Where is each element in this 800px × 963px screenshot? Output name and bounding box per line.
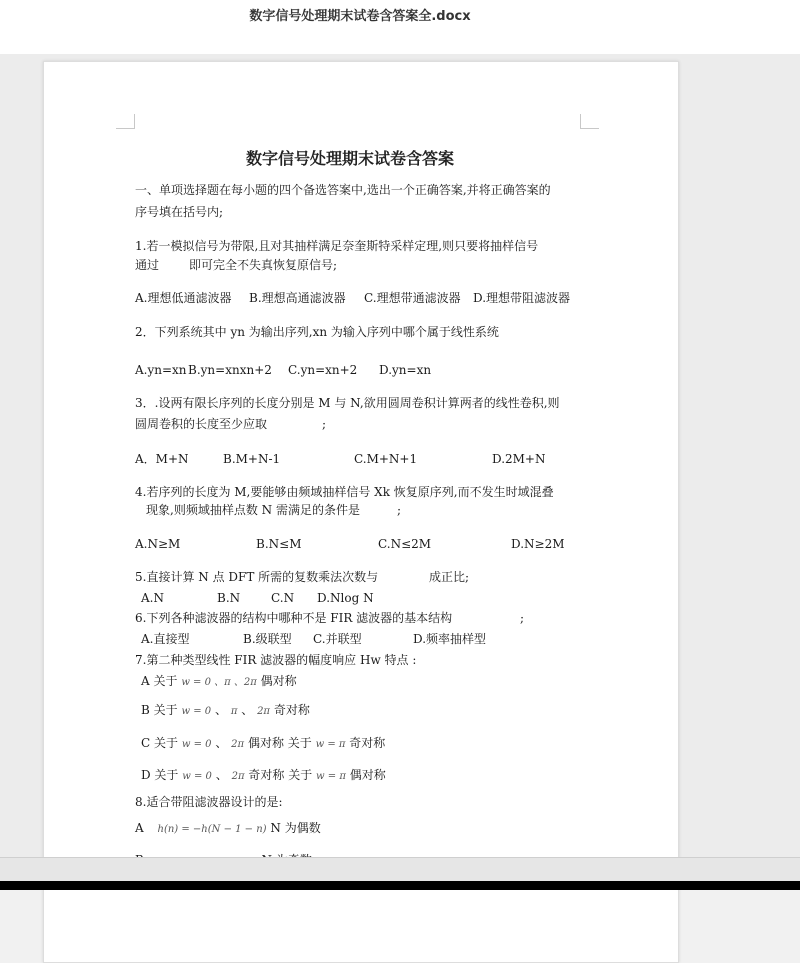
q7-c-formula-2: 2π xyxy=(231,739,245,750)
q6-option-c: C.并联型 xyxy=(313,632,362,646)
q7-d-prefix: D 关于 xyxy=(141,768,179,782)
screen-bottom-edge xyxy=(0,881,800,890)
document-heading: 数字信号处理期末试卷含答案 xyxy=(246,149,455,168)
q7-c-formula-1: w = 0 xyxy=(181,739,212,750)
q2-option-c: C.yn=xn+2 xyxy=(288,363,358,377)
q3-stem-line2a: 圆周卷积的长度至少应取 xyxy=(135,417,268,431)
q4-option-a: A.N≥M xyxy=(135,537,181,551)
q1-option-c: C.理想带通滤波器 xyxy=(364,291,461,305)
q1-option-d: D.理想带阻滤波器 xyxy=(473,291,571,305)
q2-option-b: B.yn=xnxn+2 xyxy=(188,363,272,377)
q7-c-suffix: 奇对称 xyxy=(349,736,386,750)
q3-stem-line1: 3．.设两有限长序列的长度分别是 M 与 N,欲用圆周卷积计算两者的线性卷积,则 xyxy=(135,396,560,410)
q7-option-a xyxy=(141,673,297,691)
q7-d-sep-1: 、 xyxy=(215,768,228,782)
q7-d-mid-text: 奇对称 关于 xyxy=(248,768,313,782)
q4-option-d: D.N≥2M xyxy=(511,537,565,551)
q5-stem-b: 成正比; xyxy=(429,570,470,584)
q7-d-suffix: 偶对称 xyxy=(349,768,386,782)
section-instruction-line1: 一、单项选择题在每小题的四个备选答案中,选出一个正确答案,并将正确答案的 xyxy=(135,183,551,197)
q6-stem-a: 6.下列各种滤波器的结构中哪种不是 FIR 滤波器的基本结构 xyxy=(135,611,453,625)
q7-b-sep-2: 、 xyxy=(241,703,254,717)
q8-stem: 8.适合带阻滤波器设计的是: xyxy=(135,795,283,809)
q2-stem: 2．下列系统其中 yn 为输出序列,xn 为输入序列中哪个属于线性系统 xyxy=(135,325,499,339)
q7-option-b xyxy=(141,702,310,720)
q7-c-prefix: C 关于 xyxy=(141,736,178,750)
q3-option-b: B.M+N-1 xyxy=(223,452,281,466)
q7-stem: 7.第二种类型线性 FIR 滤波器的幅度响应 Hw 特点 : xyxy=(135,653,417,667)
page-content xyxy=(44,62,678,962)
q6-option-a: A.直接型 xyxy=(141,632,190,646)
title-bar xyxy=(0,0,800,54)
q8-option-a xyxy=(135,820,321,838)
q7-a-formula: w = 0 、π 、2π xyxy=(181,677,257,688)
q4-stem-line1: 4.若序列的长度为 M,要能够由频域抽样信号 Xk 恢复原序列,而不发生时域混叠 xyxy=(135,485,554,499)
q7-c-sep-1: 、 xyxy=(215,736,228,750)
q1-stem-line2b: 即可完全不失真恢复原信号; xyxy=(189,258,338,272)
q2-option-a: A.yn=xn xyxy=(135,363,187,377)
q7-b-formula-3: 2π xyxy=(257,706,270,717)
q4-stem-line2b: ; xyxy=(397,503,402,517)
q8-a-suffix: N 为偶数 xyxy=(270,821,321,835)
q1-option-b: B.理想高通滤波器 xyxy=(249,291,346,305)
q4-option-c: C.N≤2M xyxy=(378,537,432,551)
q3-option-d: D.2M+N xyxy=(492,452,546,466)
q7-a-prefix: A 关于 xyxy=(141,674,178,688)
q7-option-c xyxy=(141,735,385,753)
q7-b-formula-2: π xyxy=(230,706,238,717)
q7-b-prefix: B 关于 xyxy=(141,703,178,717)
q6-option-d: D.频率抽样型 xyxy=(413,632,487,646)
q2-option-d: D.yn=xn xyxy=(379,363,432,377)
q5-option-b: B.N xyxy=(217,591,241,605)
q6-option-b: B.级联型 xyxy=(243,632,292,646)
q8-a-prefix: A xyxy=(135,821,144,835)
q7-c-formula-3: w = π xyxy=(315,739,346,750)
q7-d-formula-1: w = 0 xyxy=(182,771,212,782)
q7-d-formula-3: w = π xyxy=(316,771,346,782)
q7-d-formula-2: 2π xyxy=(231,771,245,782)
document-filename: 数字信号处理期末试卷含答案全.docx xyxy=(249,9,471,24)
q6-stem-b: ; xyxy=(520,611,525,625)
q4-stem-line2a: 现象,则频域抽样点数 N 需满足的条件是 xyxy=(146,503,360,517)
q5-stem-a: 5.直接计算 N 点 DFT 所需的复数乘法次数与 xyxy=(135,570,379,584)
document-viewer[interactable] xyxy=(0,54,800,857)
q8-a-formula: h(n) = −h(N − 1 − n) xyxy=(157,824,267,835)
q7-b-sep-1: 、 xyxy=(214,703,227,717)
section-instruction-line2: 序号填在括号内; xyxy=(135,205,224,219)
q1-stem-line2a: 通过 xyxy=(135,258,160,272)
q7-b-suffix: 奇对称 xyxy=(273,703,310,717)
q5-option-a: A.N xyxy=(141,591,164,605)
q3-option-a: A．M+N xyxy=(135,452,189,466)
q7-b-formula-1: w = 0 xyxy=(181,706,212,717)
q5-option-c: C.N xyxy=(271,591,295,605)
q4-option-b: B.N≤M xyxy=(256,537,302,551)
q5-option-d: D.Nlog N xyxy=(317,591,374,605)
bottom-status-bar xyxy=(0,857,800,882)
q1-option-a: A.理想低通滤波器 xyxy=(135,291,232,305)
q7-option-d xyxy=(141,767,386,785)
q7-a-suffix: 偶对称 xyxy=(260,674,297,688)
q3-stem-line2b: ; xyxy=(322,417,327,431)
q7-c-mid-text: 偶对称 关于 xyxy=(247,736,312,750)
document-page xyxy=(43,61,679,963)
q3-option-c: C.M+N+1 xyxy=(354,452,418,466)
q1-stem-line1: 1.若一模拟信号为带限,且对其抽样满足奈奎斯特采样定理,则只要将抽样信号 xyxy=(135,239,539,253)
